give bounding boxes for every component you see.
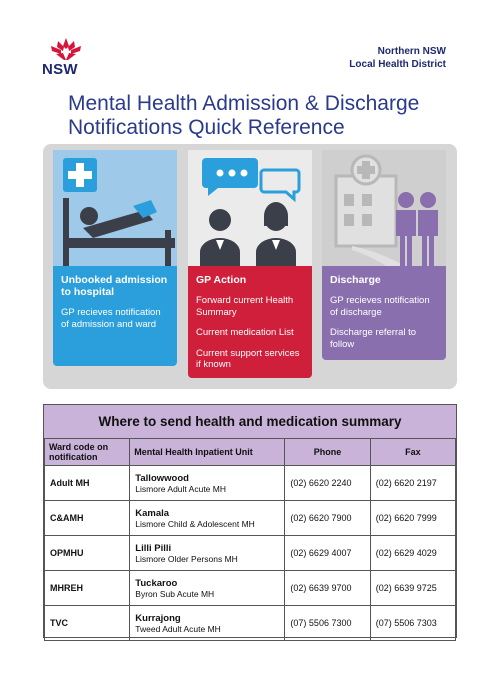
logo-text: NSW — [42, 61, 78, 78]
unit-name: Kamala — [135, 507, 170, 519]
doctors-chat-icon — [188, 150, 312, 270]
header-unit: Mental Health Inpatient Unit — [130, 439, 285, 466]
hospital-bed-icon — [53, 150, 177, 270]
unit-cell — [130, 606, 285, 641]
page-title: Mental Health Admission & Discharge Notifications Quick Reference — [68, 92, 420, 139]
card-text-box — [188, 266, 312, 378]
fax-number: (07) 5506 7303 — [370, 606, 455, 641]
unit-description: Tweed Adult Acute MH — [135, 623, 221, 634]
unit-cell — [130, 536, 285, 571]
unit-cell — [130, 571, 285, 606]
card-line: Forward current Health Summary — [196, 295, 294, 318]
unit-description: Lismore Adult Acute MH — [135, 483, 226, 494]
fax-number: (02) 6629 4029 — [370, 536, 455, 571]
phone-number: (02) 6620 7900 — [285, 501, 370, 536]
unit-cell — [130, 501, 285, 536]
header-fax: Fax — [370, 439, 455, 466]
table-row — [45, 606, 456, 641]
card-gp-action — [188, 150, 312, 372]
ward-code: TVC — [45, 606, 130, 641]
card-text-box — [322, 266, 446, 360]
unit-name: Tuckaroo — [135, 577, 178, 589]
unit-name: Tallowwood — [135, 472, 189, 484]
district-line-2: Local Health District — [349, 59, 446, 70]
district-name — [349, 45, 446, 71]
table-title: Where to send health and medication summary — [44, 405, 456, 438]
contact-grid — [44, 438, 456, 641]
card-heading: Unbooked admission to hospital — [61, 274, 168, 298]
table-row — [45, 501, 456, 536]
card-heading: GP Action — [196, 274, 247, 286]
unit-description: Lismore Child & Adolescent MH — [135, 518, 255, 529]
unit-cell — [130, 466, 285, 501]
card-discharge — [322, 150, 446, 372]
phone-number: (02) 6639 9700 — [285, 571, 370, 606]
contact-table — [43, 404, 457, 638]
unit-name: Lilli Pilli — [135, 542, 172, 554]
header-phone: Phone — [285, 439, 370, 466]
nsw-logo — [42, 37, 90, 78]
unit-description: Lismore Older Persons MH — [135, 553, 238, 564]
phone-number: (02) 6620 2240 — [285, 466, 370, 501]
ward-code: C&AMH — [45, 501, 130, 536]
header-ward-code: Ward code on notification — [45, 439, 130, 466]
table-row — [45, 571, 456, 606]
card-line: Current support services if known — [196, 347, 300, 370]
card-line: Discharge referral to follow — [330, 327, 417, 350]
table-row — [45, 536, 456, 571]
waratah-icon — [46, 37, 86, 61]
phone-number: (07) 5506 7300 — [285, 606, 370, 641]
table-header-row — [45, 439, 456, 466]
fax-number: (02) 6620 7999 — [370, 501, 455, 536]
card-line: Current medication List — [196, 327, 294, 338]
card-heading: Discharge — [330, 274, 381, 286]
card-line: GP recieves notification of discharge — [330, 295, 430, 318]
fax-number: (02) 6639 9725 — [370, 571, 455, 606]
card-unbooked-admission — [53, 150, 177, 372]
ward-code: MHREH — [45, 571, 130, 606]
card-text-box — [53, 266, 177, 366]
discharge-hospital-icon — [322, 150, 446, 270]
ward-code: OPMHU — [45, 536, 130, 571]
fax-number: (02) 6620 2197 — [370, 466, 455, 501]
card-line: GP recieves notification of admission and ward — [61, 307, 161, 330]
district-line-1: Northern NSW — [377, 46, 446, 57]
ward-code: Adult MH — [45, 466, 130, 501]
unit-name: Kurrajong — [135, 612, 181, 624]
unit-description: Byron Sub Acute MH — [135, 588, 215, 599]
phone-number: (02) 6629 4007 — [285, 536, 370, 571]
table-row — [45, 466, 456, 501]
